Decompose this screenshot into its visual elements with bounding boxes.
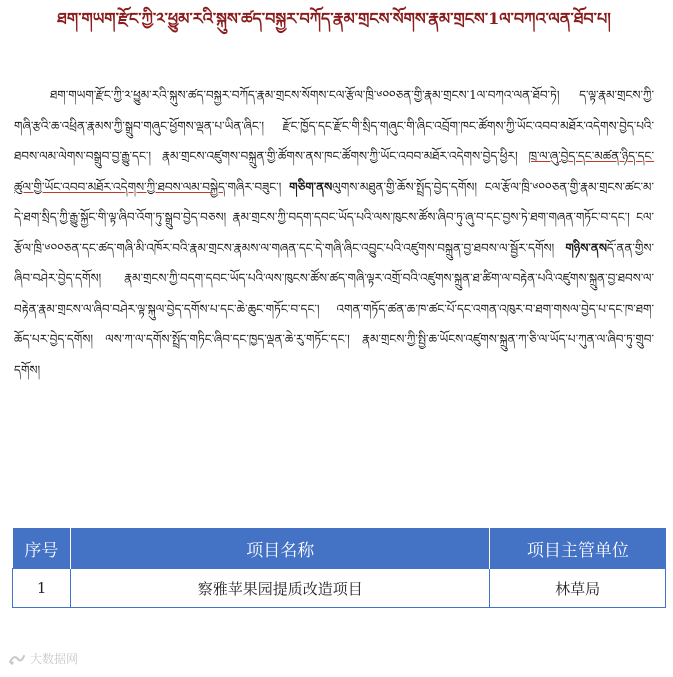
document-title: ཐག་གཡག་རྫོང་ཀྱི་༢་ཕྱུམ་རའི་སྐུས་ཚད་བསྐྱར་བཀོད་རྣམ་གྲངས་སོགས་རྣམ་གྲངས་1ལ་བཀའ་ལན་ཐོབ་པ། — [57, 9, 611, 28]
watermark-text: 大数据网 — [30, 652, 79, 666]
body-text-underlined: ཁྲ་ལ་ཞུ་བྱེད་དང་མཚན་ཉིད་དང་ཚུལ་གྱི་ཡོང་འབབ་མཐོར་འདེགས་ཀྱི་ཐབས་ལམ་བསྐྱེད — [14, 149, 654, 194]
table-header-row — [13, 528, 666, 569]
watermark — [8, 650, 78, 667]
body-text-connector: ་གཞིར་བཟུང་། — [224, 179, 290, 194]
cell-no: 1 — [13, 569, 71, 608]
body-text-point-two: དོ་ནན་གྱིས་ཞིབ་བཤེར་བྱེད་དགོས། རྣམ་གྲངས་ཀྱི་བདག་དབང་ཡོད་པའི་ལས་ཁུངས་ཚོས་ཚད་གཞི་ལྟར་འགྲོ་བའི་འཛུགས་སྐྲུན་ཐ་ཚིག་ལ་བརྟེན་པའི་འཛུགས་སྐྲུན་བྱ་ཐབས་ལ་བརྟེན་རྣམ་གྲངས་ལ་ཞིབ་བཤེར་ལྟ་སྐུལ་བྱེད་དགོས་པ་དང་ཆེ་ཆུང་གཏོང་བ་དང་། འགན་གཏོད་ཚན་ཆ་ཁ་ཚང་པོ་དང་འགན་འཁུར་བ་ཐག་གསལ་བྱེད་པ་དང་ཁ་ཐག་ཆོད་པར་བྱེད་དགོས། ལས་ཀ་ལ་དགོས་སྤྲོད་གཏིང་ཞིབ་དང་ཁྱད་ལྡན་ཆེ་རུ་གཏོང་དང་། རྣམ་གྲངས་ཀྱི་སྤྱི་ཆ་ཡོངས་འཛུགས་སྐྲུན་ཀ་ཅི་ལ་ཡོད་པ་ཀུན་ལ་ཞིབ་ཏུ་གྲུབ་དགོས། — [14, 240, 654, 377]
header-name: 项目名称 — [71, 528, 490, 569]
body-text-point-one: ལུགས་མཐུན་གྱི་ཆོས་སྤྲོད་བྱེད་དགོས། ངལ་རྩོལ་ཁྲི་༦༠༠ཅན་གྱི་རྣམ་གྲངས་ཚང་མ་དེ་ཐག་སྲིད་ཀྱི་རྒྱུ་སྐྱོང་གི་ལྟ་ཞིབ་འོག་ཏུ་སྒྲུབ་བྱེད་བཅས། རྣམ་གྲངས་ཀྱི་བདག་དབང་ཡོད་པའི་ལས་ཁུངས་ཚོས་ཞིབ་ཏུ་ཞུ་བ་དང་བྱས་ཏེ་ཐག་གཞན་གཏོང་བ་དང་། ངལ་རྩོལ་ཁྲི་༦༠༠ཅན་དང་ཚད་གཞི་མི་འཁོར་བའི་རྣམ་གྲངས་རྣམས་ལ་གཞན་དང་དེ་གཞི་ཞིང་འབྱུང་པའི་འཛུགས་བསྐྲུན་བྱ་ཐབས་ལ་སྦྱོར་དགོས། — [14, 179, 654, 255]
body-text-intro: ཐག་གཡག་རྫོང་ཀྱི་༢་ཕྱུམ་རའི་སྐུས་ཚད་བསྐྱར་བཀོད་རྣམ་གྲངས་སོགས་ངལ་རྩོལ་ཁྲི་༦༠༠ཅན་གྱི་རྣམ་གྲངས་1ལ་བཀའ་ལན་ཐོབ་ཏེ། ད་ལྟ་རྣམ་གྲངས་ཀྱི་གཞི་རྩའི་ཆ་འཕྲིན་རྣམས་ཀྱི་སྒྲུབ་གཞུང་ཕྱོགས་ལྡན་པ་ཡིན་ཞིང་། རྫོང་ཁྱོད་དང་རྫོང་གི་སྲིད་གཞུང་གི་ཞིང་འབྲོག་ཁང་ཚོགས་ཀྱི་ཡོང་འབབ་མཐོར་འདེགས་བྱེད་པའི་ཐབས་ལམ་ལེགས་བསྒྲུབ་བྱ་རྒྱུ་དང་། རྣམ་གྲངས་འཛུགས་བསྐྲུན་གྱི་ཚོགས་ནས་ཁང་ཚོགས་ཀྱི་ཡོང་འབབ་མཐོར་འདེགས་བྱེད་ཕྱིར། — [14, 88, 654, 163]
header-no: 序号 — [13, 528, 71, 569]
cell-unit: 林草局 — [490, 569, 666, 608]
cell-name: 察雅苹果园提质改造项目 — [71, 569, 490, 608]
document-body — [14, 80, 654, 385]
header-unit: 项目主管单位 — [490, 528, 666, 569]
project-table — [12, 528, 666, 608]
logo-icon — [8, 652, 26, 666]
table-row — [13, 569, 666, 608]
body-text-heading-two: གཉིས་ནས — [565, 240, 607, 255]
body-text-heading-one: གཅིག་ནས — [289, 179, 333, 194]
